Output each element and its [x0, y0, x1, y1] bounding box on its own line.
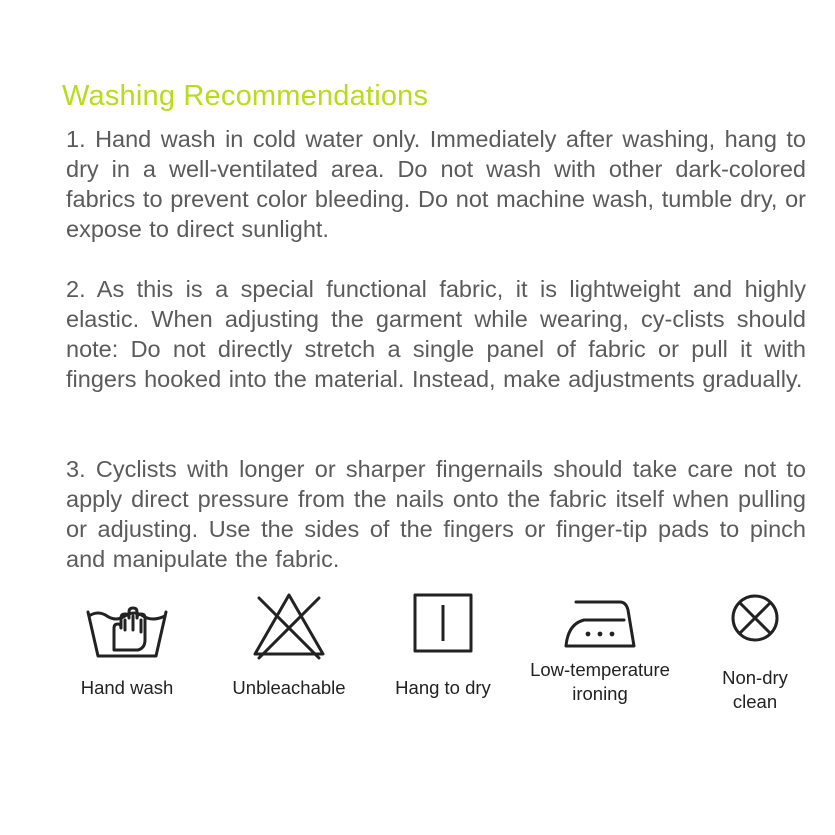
instruction-paragraph-3: 3. Cyclists with longer or sharper fingernails should take care not to apply direct pressure from the nails onto the fabric itself when pulling or adjusting. Use the sides of the fingers or finger-tip pads to pinch and manipulate the fabric. — [66, 456, 806, 572]
instruction-paragraph-2: 2. As this is a special functional fabric, it is lightweight and highly elastic. When adjusting the garment while wearing, cy-clists should note: Do not directly stretch a single panel of fabric or pull it with fingers hooked into the material. Instead, make adjustments gradually. — [66, 276, 806, 392]
do-not-bleach-icon — [251, 590, 327, 662]
care-symbol-hand-wash — [42, 590, 212, 700]
care-symbol-low-temp-ironing — [515, 590, 685, 706]
low-temp-iron-icon — [562, 590, 638, 650]
hang-dry-icon — [410, 590, 476, 656]
care-label-low-temp-ironing: Low-temperature ironing — [530, 659, 670, 704]
page-title: Washing Recommendations — [62, 80, 429, 112]
care-symbol-non-dry-clean — [670, 590, 835, 714]
care-symbol-hang-dry — [358, 590, 528, 700]
care-label-hang-dry: Hang to dry — [395, 677, 491, 698]
no-dry-clean-icon — [727, 590, 783, 646]
care-symbol-unbleachable — [204, 590, 374, 700]
hand-wash-icon — [84, 590, 170, 662]
care-label-hand-wash: Hand wash — [80, 677, 174, 698]
care-label-non-dry-clean: Non-dry clean — [722, 667, 788, 712]
care-label-unbleachable: Unbleachable — [232, 677, 346, 698]
instruction-paragraph-1: 1. Hand wash in cold water only. Immediately after washing, hang to dry in a well-ventilated area. Do not wash with other dark-colored fabrics to prevent color bleeding. Do not machine wash, tumble dry, or expose to direct sunlight. — [66, 126, 806, 242]
